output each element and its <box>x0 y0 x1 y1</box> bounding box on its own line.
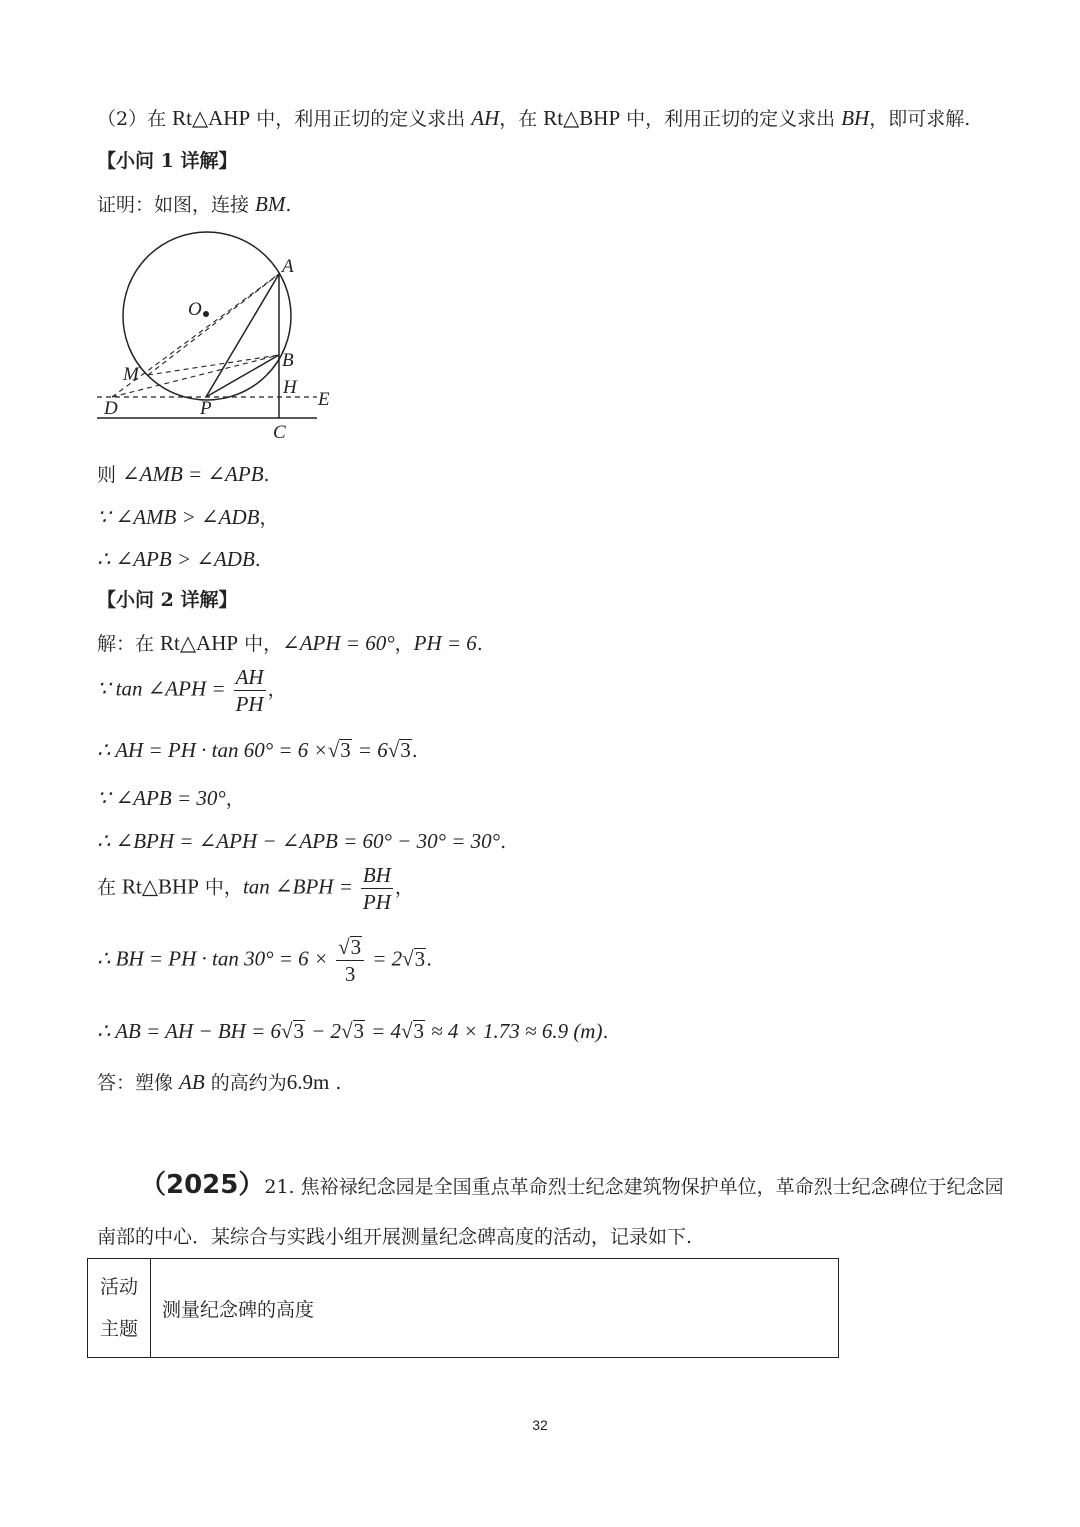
dashed-ma <box>148 274 279 375</box>
math: BH <box>841 106 870 130</box>
text: 解：在 <box>97 633 161 655</box>
text: 中，利用正切的定义求出 <box>250 108 472 130</box>
text: . <box>500 831 507 853</box>
text: 则 <box>97 464 123 486</box>
text: . <box>329 1072 342 1094</box>
text: . <box>254 549 261 571</box>
math: ∴ ∠APB > ∠ADB <box>97 547 255 571</box>
math: BM <box>255 192 286 216</box>
sqrt: 3 <box>414 946 426 971</box>
key-line-2: 主题 <box>99 1318 138 1340</box>
math: ∠APH = 60° <box>282 631 395 655</box>
geometry-figure <box>92 228 342 443</box>
label-c: C <box>273 422 286 443</box>
hint-part-2 <box>97 105 970 132</box>
step-ah: ∴ AH = PH · tan 60° = 6 ×√3 = 6√3. <box>97 738 418 762</box>
numerator: BH <box>362 863 391 887</box>
math: = 4 <box>371 1019 402 1043</box>
math: PH = 6 <box>413 631 477 655</box>
text: （2）在 <box>97 108 173 130</box>
text: 答：塑像 <box>97 1072 180 1094</box>
activity-table <box>87 1258 839 1358</box>
denominator: PH <box>362 890 391 914</box>
question-2025-line-1 <box>140 1172 1004 1200</box>
step-then <box>97 461 270 488</box>
text: . <box>426 948 433 971</box>
math: ∠AMB = ∠APB <box>122 462 264 486</box>
question-2025-line-2: 南部的中心．某综合与实践小组开展测量纪念碑高度的活动，记录如下. <box>97 1226 693 1248</box>
text: ， <box>394 876 414 899</box>
math: AH <box>471 106 500 130</box>
fraction <box>361 862 393 915</box>
question-text: 21. 焦裕禄纪念园是全国重点革命烈士纪念建筑物保护单位，革命烈士纪念碑位于纪念园 <box>264 1176 1004 1198</box>
fraction <box>234 664 266 717</box>
text: . <box>285 194 292 216</box>
segment-pa <box>206 274 279 397</box>
step-apb <box>97 785 245 812</box>
table-key-cell <box>88 1259 151 1358</box>
text: 中， <box>198 876 243 899</box>
year-label: （2025） <box>140 1170 265 1200</box>
math: = 6 <box>357 738 388 762</box>
key-line-1: 活动 <box>99 1276 138 1298</box>
text: ，即可求解. <box>869 108 971 130</box>
label-m: M <box>123 364 139 385</box>
math: Rt△AHP <box>160 631 239 655</box>
math: ≈ 4 × 1.73 ≈ 6.9 (m) <box>431 1019 603 1043</box>
section-header-q1: 【小问 1 详解】 <box>97 150 238 172</box>
text: ， <box>225 788 245 810</box>
text: 证明：如图，连接 <box>97 194 256 216</box>
page-number: 32 <box>532 1417 548 1433</box>
math: 6.9m <box>286 1070 330 1094</box>
text: 中， <box>238 633 283 655</box>
text: . <box>411 740 418 762</box>
center-point-o <box>203 311 209 317</box>
math: tan ∠BPH = <box>242 874 353 899</box>
step-because-1 <box>97 504 278 531</box>
math: = 2 <box>372 946 403 971</box>
text: . <box>476 633 483 655</box>
text: 中，利用正切的定义求出 <box>620 108 842 130</box>
label-d: D <box>104 398 118 419</box>
label-o: O <box>188 299 202 320</box>
math: ∴ ∠BPH = ∠APH − ∠APB = 60° − 30° = 30° <box>97 829 501 853</box>
solution-intro <box>97 630 483 657</box>
sqrt: 3 <box>293 1019 305 1043</box>
proof-intro <box>97 191 291 218</box>
math: ∵ ∠APB = 30° <box>97 786 226 810</box>
label-e: E <box>318 389 330 410</box>
sqrt: 3 <box>413 1019 425 1043</box>
step-bh: ∴ BH = PH · tan 30° = 6 × $\frac{√3}{3}$ = 2√3. <box>97 935 433 986</box>
step-tan-aph <box>97 664 287 717</box>
text: 在 <box>97 876 123 899</box>
label-b: B <box>282 350 294 371</box>
numerator: √3 <box>336 934 364 961</box>
table-row <box>88 1259 839 1358</box>
sqrt: 3 <box>353 1019 365 1043</box>
math: ∴ AH = PH · tan 60° = 6 × <box>97 738 328 762</box>
text: ， <box>267 678 287 701</box>
text: . <box>263 464 270 486</box>
section-header-q2: 【小问 2 详解】 <box>97 589 238 611</box>
text: ， <box>259 507 279 529</box>
math: ∵ ∠AMB > ∠ADB <box>97 505 260 529</box>
text: . <box>602 1021 609 1043</box>
math: ∴ AB = AH − BH = 6 <box>97 1019 282 1043</box>
sqrt: 3 <box>400 738 411 762</box>
sqrt: 3 <box>340 738 351 762</box>
segment-pb <box>206 355 279 397</box>
denominator: 3 <box>344 962 356 986</box>
denominator: PH <box>235 692 264 716</box>
text: ，在 <box>499 108 544 130</box>
label-p: P <box>200 398 212 419</box>
label-h: H <box>283 377 297 398</box>
text: 的高约为 <box>204 1072 287 1094</box>
math: AB <box>179 1070 205 1094</box>
table-value-cell: 测量纪念碑的高度 <box>151 1259 839 1358</box>
math: ∵ tan ∠APH = <box>97 676 226 701</box>
fraction <box>336 934 364 987</box>
math: Rt△AHP <box>172 106 251 130</box>
dashed-mb <box>148 355 279 375</box>
step-tan-bph <box>97 862 414 915</box>
step-therefore-1 <box>97 546 261 573</box>
math: Rt△BHP <box>543 106 621 130</box>
math: Rt△BHP <box>122 874 199 899</box>
sqrt: 3 <box>350 935 362 959</box>
step-ab: ∴ AB = AH − BH = 6√3 − 2√3 = 4√3 ≈ 4 × 1.73 ≈ 6.9 (m). <box>97 1019 609 1043</box>
step-bph <box>97 828 506 855</box>
math: ∴ BH = PH · tan 30° = 6 × <box>97 946 329 971</box>
math: − 2 <box>311 1019 342 1043</box>
answer-line <box>97 1069 341 1096</box>
text: ， <box>394 633 414 655</box>
numerator: AH <box>235 665 264 689</box>
label-a: A <box>282 256 294 277</box>
